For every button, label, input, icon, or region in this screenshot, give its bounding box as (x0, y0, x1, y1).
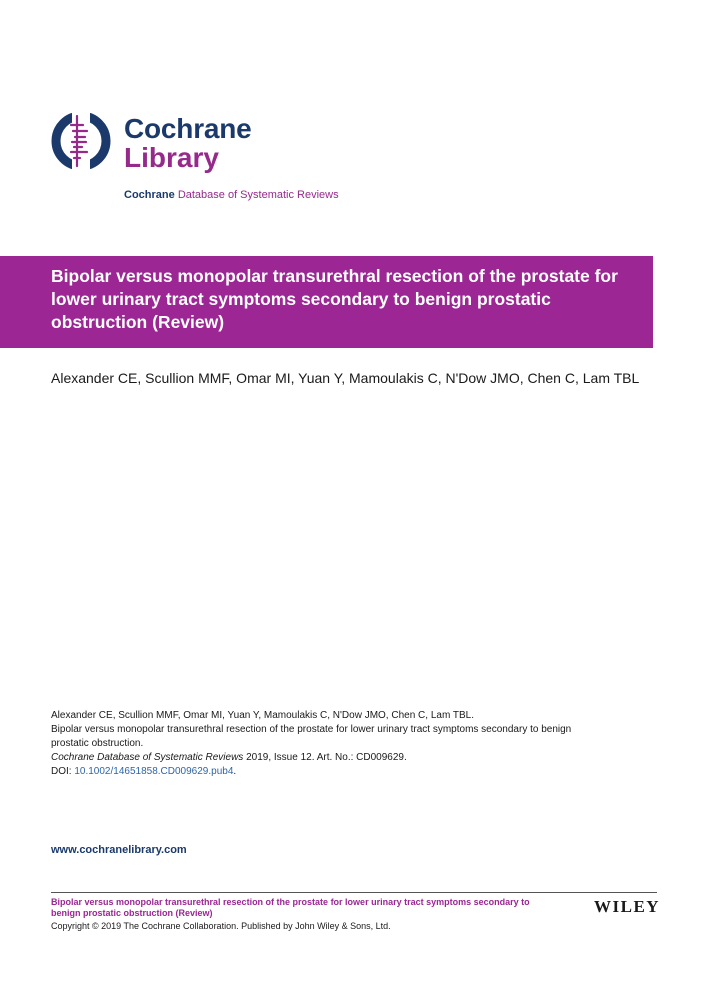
title-banner (0, 256, 653, 348)
citation-block (51, 709, 611, 779)
author-list: Alexander CE, Scullion MMF, Omar MI, Yuan Y, Mamoulakis C, N'Dow JMO, Chen C, Lam TBL (51, 370, 640, 386)
citation-authors: Alexander CE, Scullion MMF, Omar MI, Yuan Y, Mamoulakis C, N'Dow JMO, Chen C, Lam TBL. (51, 710, 474, 721)
logo-wordmark-library: Library (124, 142, 219, 173)
logo-wordmark-cochrane: Cochrane (124, 113, 252, 144)
wiley-logo: WILEY (594, 897, 661, 916)
cochrane-logo-icon (50, 110, 112, 172)
database-name (124, 189, 339, 201)
citation-issue: 2019, Issue 12. Art. No.: CD009629. (243, 752, 407, 763)
cochrane-library-logo (50, 110, 250, 180)
doi-end: . (233, 766, 237, 777)
citation-doi-line (51, 765, 611, 779)
citation-source (51, 751, 611, 765)
footer-title: Bipolar versus monopolar transurethral resection of the prostate for lower urinary tract symptoms secondary to benign prostatic obstruction (Review) (51, 897, 530, 918)
citation-title: Bipolar versus monopolar transurethral resection of the prostate for lower urinary tract symptoms secondary to benign prostatic obstruction. (51, 724, 572, 749)
citation-journal: Cochrane Database of Systematic Reviews (51, 752, 244, 763)
database-label: Database of Systematic Reviews (177, 189, 339, 201)
database-brand: Cochrane (124, 189, 175, 201)
doi-link[interactable]: 10.1002/14651858.CD009629.pub4 (74, 766, 234, 777)
website-link[interactable]: www.cochranelibrary.com (51, 844, 187, 856)
footer-divider (51, 892, 657, 893)
footer-copyright: Copyright © 2019 The Cochrane Collaboration. Published by John Wiley & Sons, Ltd. (51, 921, 391, 931)
doi-label: DOI: (51, 766, 75, 777)
review-title: Bipolar versus monopolar transurethral resection of the prostate for lower urinary tract symptoms secondary to benign prostatic obstruction (Review) (51, 266, 618, 332)
